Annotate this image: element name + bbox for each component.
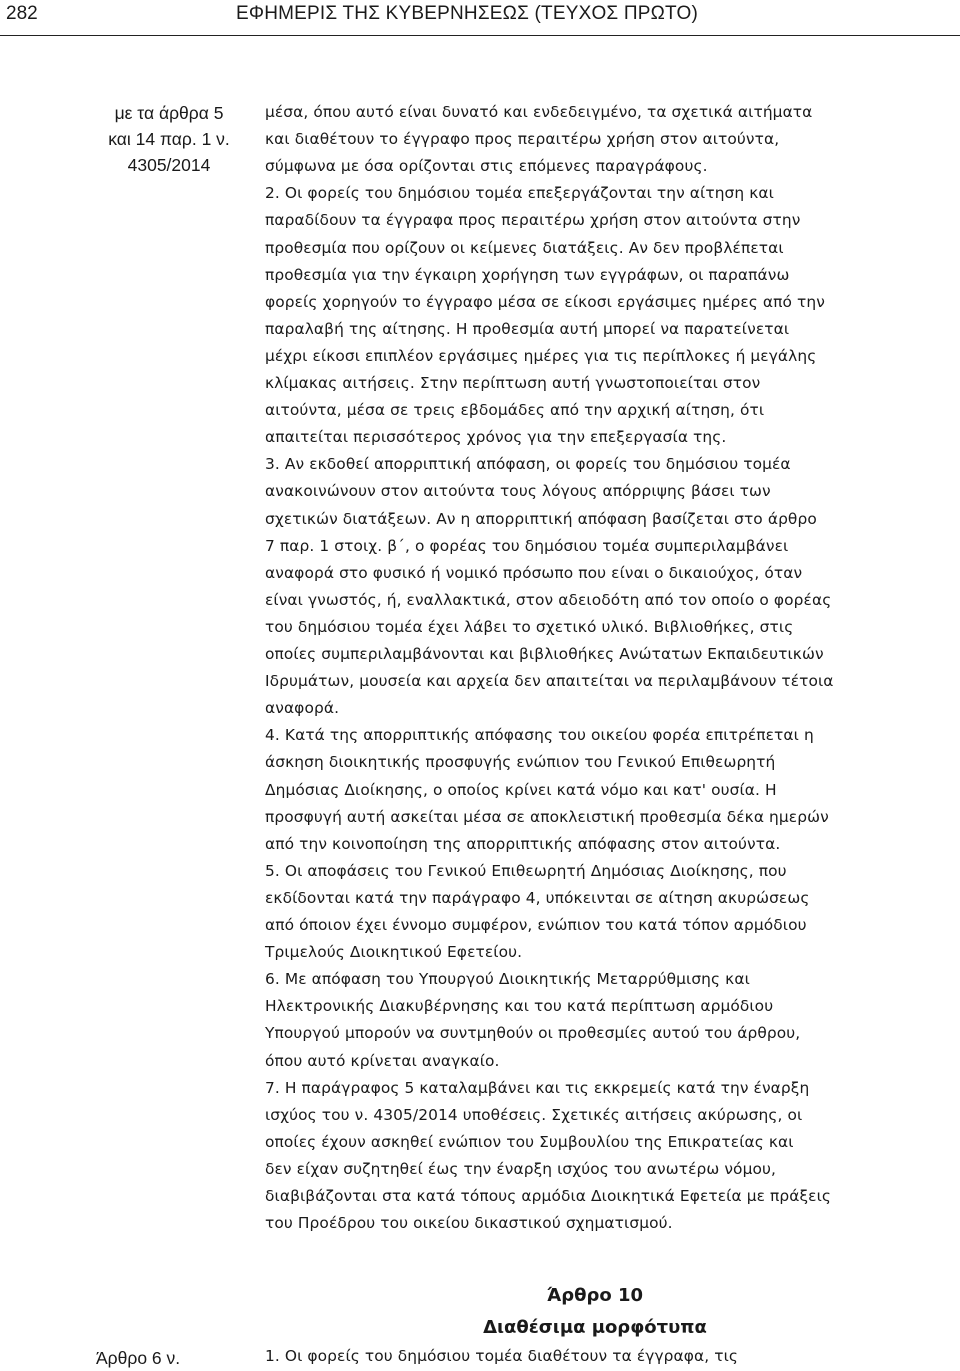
body-line: από όποιον έχει έννομο συμφέρον, ενώπιον του κατά τόπον αρμόδιου <box>265 916 807 934</box>
page-number: 282 <box>6 3 38 24</box>
body-line: 7 παρ. 1 στοιχ. β΄, ο φορέας του δημόσιου τομέα συμπεριλαμβάνει <box>265 536 789 555</box>
body-line: οποίες συμπεριλαμβάνονται και βιβλιοθήκες Ανώτατων Εκπαιδευτικών <box>265 645 824 663</box>
body-line: παραδίδουν τα έγγραφα προς περαιτέρω χρήση στον αιτούντα στην <box>265 211 801 230</box>
body-line: 6. Με απόφαση του Υπουργού Διοικητικής Μεταρρύθμισης και <box>265 970 750 989</box>
body-line: απαιτείται περισσότερος χρόνος για την επεξεργασία της. <box>265 428 727 447</box>
body-line: δεν είχαν συζητηθεί έως την έναρξη ισχύος του ανωτέρω νόμου, <box>265 1159 776 1178</box>
body-line: κλίμακας αιτήσεις. Στην περίπτωση αυτή γνωστοποιείται στον <box>265 374 761 392</box>
body-line-last: 1. Οι φορείς του δημόσιου τομέα διαθέτουν τα έγγραφα, τις <box>265 1347 739 1365</box>
body-line: Δημόσιας Διοίκησης, ο οποίος κρίνει κατά νόμο και κατ' ουσία. Η <box>265 780 777 799</box>
body-line: 4. Κατά της απορριπτικής απόφασης του οικείου φορέα επιτρέπεται η <box>265 726 814 745</box>
article-number: Άρθρο 10 <box>546 1285 644 1306</box>
body-line: προθεσμία που ορίζουν οι κείμενες διατάξεις. Αν δεν προβλέπεται <box>265 238 784 257</box>
header-divider <box>0 35 960 36</box>
margin-note <box>84 100 254 178</box>
body-line: από την κοινοποίηση της απορριπτικής απόφασης στον αιτούντα. <box>265 834 781 853</box>
body-line: και διαθέτουν το έγγραφο προς περαιτέρω χρήση στον αιτούντα, <box>265 130 780 149</box>
margin-note-bottom: Άρθρο 6 ν. <box>96 1348 181 1368</box>
journal-title: ΕΦΗΜΕΡΙΣ ΤΗΣ ΚΥΒΕΡΝΗΣΕΩΣ (ΤΕΥΧΟΣ ΠΡΩΤΟ) <box>236 3 699 24</box>
margin-note-line: με τα άρθρα 5 <box>114 103 224 123</box>
body-line: αναφορά. <box>265 699 340 718</box>
body-line: μέχρι είκοσι επιπλέον εργάσιμες ημέρες για τις περίπλοκες ή μεγάλης <box>265 346 817 365</box>
body-line: μέσα, όπου αυτό είναι δυνατό και ενδεδειγμένο, τα σχετικά αιτήματα <box>265 103 813 121</box>
body-line: Ηλεκτρονικής Διακυβέρνησης και του κατά περίπτωση αρμόδιου <box>265 997 774 1016</box>
body-line: οποίες έχουν ασκηθεί ενώπιον του Συμβουλίου της Επικρατείας και <box>265 1132 794 1151</box>
body-line: σύμφωνα με όσα ορίζονται στις επόμενες παραγράφους. <box>265 157 708 176</box>
body-line: Ιδρυμάτων, μουσεία και αρχεία δεν απαιτείται να περιλαμβάνουν τέτοια <box>265 672 834 691</box>
body-line: 2. Οι φορείς του δημόσιου τομέα επεξεργάζονται την αίτηση και <box>265 184 774 203</box>
body-line: διαβιβάζονται στα κατά τόπους αρμόδια Διοικητικά Εφετεία με πράξεις <box>265 1187 832 1205</box>
body-line: προσφυγή αυτή ασκείται μέσα σε αποκλειστική προθεσμία δέκα ημερών <box>265 807 829 826</box>
body-line: 7. Η παράγραφος 5 καταλαμβάνει και τις εκκρεμείς κατά την έναρξη <box>265 1078 810 1097</box>
body-line: όπου αυτό κρίνεται αναγκαίο. <box>265 1051 500 1070</box>
body-line: Υπουργού μπορούν να συντμηθούν οι προθεσμίες αυτού του άρθρου, <box>265 1024 801 1043</box>
body-line: φορείς χορηγούν το έγγραφο μέσα σε είκοσι εργάσιμες ημέρες από την <box>265 292 825 311</box>
body-line: του Προέδρου του οικείου δικαστικού σχηματισμού. <box>265 1214 673 1233</box>
body-line: σχετικών διατάξεων. Αν η απορριπτική απόφαση βασίζεται στο άρθρο <box>265 509 817 528</box>
body-line: αιτούντα, μέσα σε τρεις εβδομάδες από την αρχική αίτηση, ότι <box>265 401 765 420</box>
body-line: του δημόσιου τομέα έχει λάβει το σχετικό υλικό. Βιβλιοθήκες, στις <box>265 617 794 636</box>
body-line: 3. Αν εκδοθεί απορριπτική απόφαση, οι φορείς του δημόσιου τομέα <box>265 455 791 474</box>
body-line: αναφορά στο φυσικό ή νομικό πρόσωπο που είναι ο δικαιούχος, όταν <box>265 563 803 582</box>
body-line: άσκηση διοικητικής προσφυγής ενώπιον του Γενικού Επιθεωρητή <box>265 753 776 772</box>
page-header <box>0 0 960 34</box>
margin-note-line: και 14 παρ. 1 ν. <box>108 129 230 149</box>
body-line: Τριμελούς Διοικητικού Εφετείου. <box>265 943 523 962</box>
body-line: είναι γνωστός, ή, εναλλακτικά, στον αδειοδότη από τον οποίο ο φορέας <box>265 590 832 609</box>
body-line: προθεσμία για την έγκαιρη χορήγηση των εγγράφων, οι παραπάνω <box>265 265 790 284</box>
body-line: ισχύος του ν. 4305/2014 υποθέσεις. Σχετικές αιτήσεις ακύρωσης, οι <box>265 1105 803 1124</box>
body-line: εκδίδονται κατά την παράγραφο 4, υπόκεινται σε αίτηση ακυρώσεως <box>265 888 810 907</box>
margin-note-line: 4305/2014 <box>127 155 211 175</box>
body-line: παραλαβή της αίτησης. Η προθεσμία αυτή μπορεί να παρατείνεται <box>265 319 790 338</box>
body-line: 5. Οι αποφάσεις του Γενικού Επιθεωρητή Δημόσιας Διοίκησης, που <box>265 861 787 880</box>
article-title: Διαθέσιμα μορφότυπα <box>483 1317 707 1338</box>
body-line: ανακοινώνουν στον αιτούντα τους λόγους απόρριψης βάσει των <box>265 482 771 501</box>
